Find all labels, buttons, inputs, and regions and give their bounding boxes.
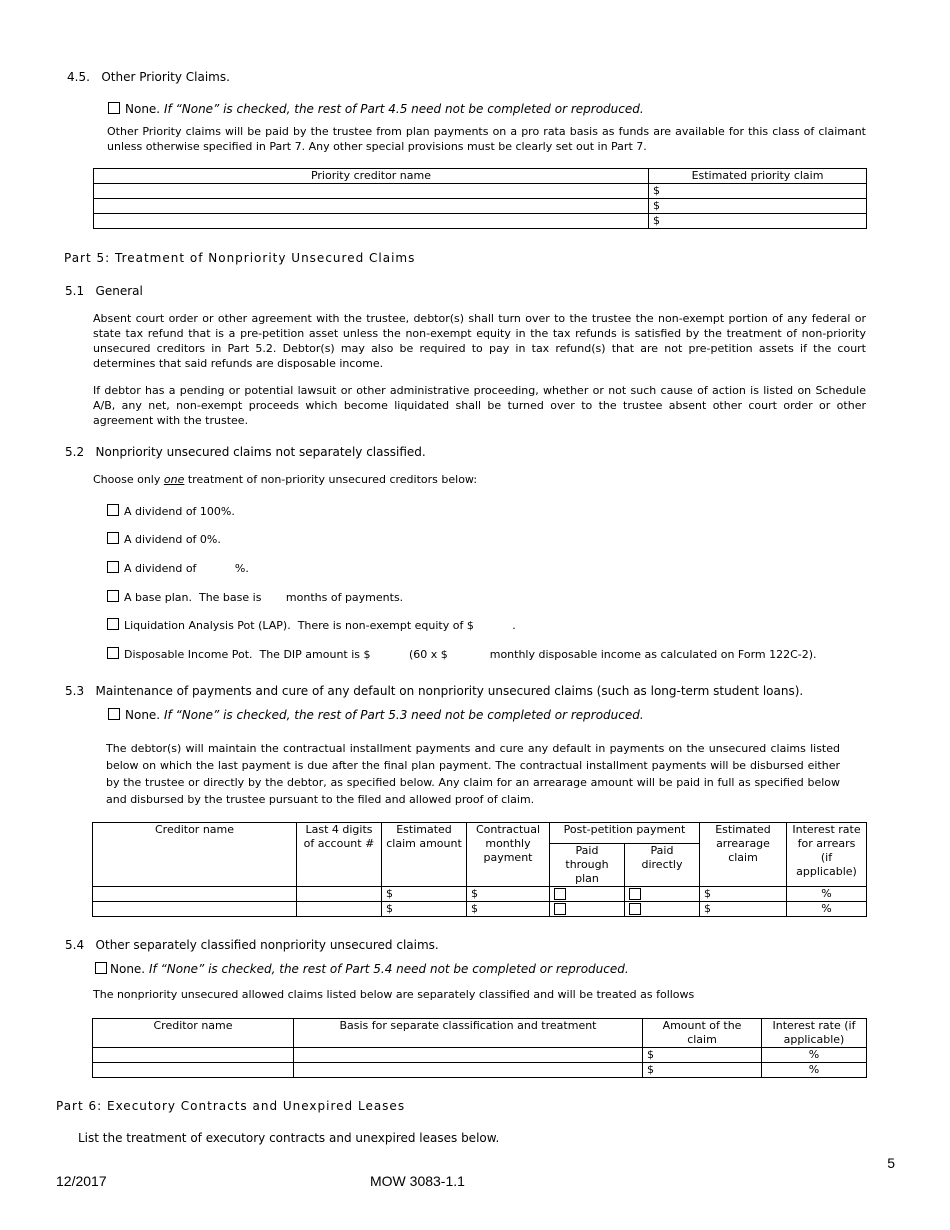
section-5-4-heading: 5.4 Other separately classified nonpriority unsecured claims. xyxy=(65,938,439,952)
amount-cell[interactable]: $ xyxy=(643,1063,762,1078)
priority-claims-table xyxy=(93,168,867,229)
maintenance-table xyxy=(92,822,867,917)
section-5-3-none-row: None. If “None” is checked, the rest of Part 5.3 need not be completed or reproduced. xyxy=(108,708,644,722)
table-header: Creditor name xyxy=(93,1019,294,1048)
none-checkbox-4-5[interactable] xyxy=(108,102,120,114)
creditor-name-cell[interactable] xyxy=(93,1063,294,1078)
table-row xyxy=(94,184,867,199)
paid-direct-checkbox[interactable] xyxy=(629,888,641,900)
option-dividend-0: A dividend of 0%. xyxy=(107,532,221,546)
table-header: Estimated priority claim xyxy=(649,169,867,184)
table-row xyxy=(93,902,867,917)
option-checkbox[interactable] xyxy=(107,618,119,630)
section-4-5-none-row: None. If “None” is checked, the rest of Part 4.5 need not be completed or reproduced. xyxy=(108,102,644,116)
option-base-plan: A base plan. The base is months of payments. xyxy=(107,590,403,604)
section-4-5-body: Other Priority claims will be paid by the trustee from plan payments on a pro rata basis as funds are available for this class of claimant unless otherwise specified in Part 7. Any other special provisions must be clearly set out in Part 7. xyxy=(107,125,866,153)
claim-cell[interactable]: $ xyxy=(382,887,467,902)
separate-class-table xyxy=(92,1018,867,1078)
table-header: Paid through plan xyxy=(550,844,625,887)
last4-cell[interactable] xyxy=(297,887,382,902)
option-checkbox[interactable] xyxy=(107,532,119,544)
interest-cell[interactable]: % xyxy=(787,887,867,902)
section-5-4-body: The nonpriority unsecured allowed claims listed below are separately classified and will be treated as follows xyxy=(93,988,695,1001)
arrear-cell[interactable]: $ xyxy=(700,902,787,917)
section-5-3-body: The debtor(s) will maintain the contractual installment payments and cure any default in payments on the unsecured claims listed below on which the last payment is due after the final plan payment. The contractual installment payments will be disbursed either by the trustee or directly by the debtor, as specified below. Any claim for an arrearage amount will be paid in full as specified below and disbursed by the trustee pursuant to the filed and allowed proof of claim. xyxy=(106,742,840,806)
section-4-5-heading: 4.5. Other Priority Claims. xyxy=(67,70,230,84)
table-header: Basis for separate classification and treatment xyxy=(294,1019,643,1048)
paid-plan-cell xyxy=(550,887,625,902)
option-checkbox[interactable] xyxy=(107,504,119,516)
footer-form-id: MOW 3083-1.1 xyxy=(370,1173,465,1189)
table-header: Creditor name xyxy=(93,823,297,887)
table-header: Estimated arrearage claim xyxy=(700,823,787,887)
none-checkbox-5-4[interactable] xyxy=(95,962,107,974)
part-6-body: List the treatment of executory contracts and unexpired leases below. xyxy=(78,1131,500,1145)
part-6-title: Part 6: Executory Contracts and Unexpired Leases xyxy=(56,1099,406,1113)
amount-cell[interactable]: $ xyxy=(649,184,867,199)
option-dip: Disposable Income Pot. The DIP amount is $ (60 x $ monthly disposable income as calculated on Form 122C-2). xyxy=(107,647,817,661)
basis-cell[interactable] xyxy=(294,1048,643,1063)
option-checkbox[interactable] xyxy=(107,561,119,573)
creditor-name-cell[interactable] xyxy=(93,1048,294,1063)
amount-cell[interactable]: $ xyxy=(649,199,867,214)
arrear-cell[interactable]: $ xyxy=(700,887,787,902)
table-header: Priority creditor name xyxy=(94,169,649,184)
section-5-1-para-2: If debtor has a pending or potential lawsuit or other administrative proceeding, whether or not such cause of action is listed on Schedule A/B, any net, non-exempt proceeds which become liquidated shall be turned over to the trustee absent other court order or other agreement with the trustee. xyxy=(93,384,866,427)
creditor-name-cell[interactable] xyxy=(94,199,649,214)
option-dividend-custom: A dividend of %. xyxy=(107,561,249,575)
table-header: Estimated claim amount xyxy=(382,823,467,887)
part-5-title: Part 5: Treatment of Nonpriority Unsecured Claims xyxy=(64,251,416,265)
table-header: Interest rate (if applicable) xyxy=(762,1019,867,1048)
basis-cell[interactable] xyxy=(294,1063,643,1078)
paid-plan-checkbox[interactable] xyxy=(554,903,566,915)
section-5-3-heading: 5.3 Maintenance of payments and cure of any default on nonpriority unsecured claims (such as long-term student loans). xyxy=(65,684,804,698)
footer-date: 12/2017 xyxy=(56,1173,107,1189)
table-header: Post-petition payment xyxy=(550,823,700,844)
section-5-2-instructions: Choose only one treatment of non-priority unsecured creditors below: xyxy=(93,473,478,486)
claim-cell[interactable]: $ xyxy=(382,902,467,917)
interest-cell[interactable]: % xyxy=(762,1063,867,1078)
table-header: Paid directly xyxy=(625,844,700,887)
table-row xyxy=(93,887,867,902)
option-checkbox[interactable] xyxy=(107,647,119,659)
section-5-1-para-1: Absent court order or other agreement with the trustee, debtor(s) shall turn over to the trustee the non-exempt portion of any federal or state tax refund that is a pre-petition asset unless the non-exempt equity in the tax refunds is satisfied by the treatment of non-priority unsecured creditors in Part 5.2. Debtor(s) may also be required to pay in tax refund(s) that are not pre-petition assets if the court determines that said refunds are disposable income. xyxy=(93,312,866,370)
paid-direct-cell xyxy=(625,902,700,917)
interest-cell[interactable]: % xyxy=(787,902,867,917)
paid-direct-cell xyxy=(625,887,700,902)
creditor-name-cell[interactable] xyxy=(94,214,649,229)
page-number: 5 xyxy=(887,1155,895,1171)
option-dividend-100: A dividend of 100%. xyxy=(107,504,235,518)
last4-cell[interactable] xyxy=(297,902,382,917)
option-checkbox[interactable] xyxy=(107,590,119,602)
payment-cell[interactable]: $ xyxy=(467,902,550,917)
table-header: Contractual monthly payment xyxy=(467,823,550,887)
table-header: Amount of the claim xyxy=(643,1019,762,1048)
amount-cell[interactable]: $ xyxy=(643,1048,762,1063)
option-lap: Liquidation Analysis Pot (LAP). There is non-exempt equity of $ . xyxy=(107,618,516,632)
creditor-name-cell[interactable] xyxy=(93,887,297,902)
paid-plan-cell xyxy=(550,902,625,917)
table-row xyxy=(93,1063,867,1078)
table-row xyxy=(94,199,867,214)
section-5-4-none-row: None. If “None” is checked, the rest of Part 5.4 need not be completed or reproduced. xyxy=(95,962,629,976)
section-5-2-heading: 5.2 Nonpriority unsecured claims not separately classified. xyxy=(65,445,426,459)
interest-cell[interactable]: % xyxy=(762,1048,867,1063)
paid-direct-checkbox[interactable] xyxy=(629,903,641,915)
amount-cell[interactable]: $ xyxy=(649,214,867,229)
payment-cell[interactable]: $ xyxy=(467,887,550,902)
paid-plan-checkbox[interactable] xyxy=(554,888,566,900)
table-row xyxy=(94,214,867,229)
table-row xyxy=(93,1048,867,1063)
creditor-name-cell[interactable] xyxy=(93,902,297,917)
none-checkbox-5-3[interactable] xyxy=(108,708,120,720)
table-header: Interest rate for arrears (if applicable) xyxy=(787,823,867,887)
table-header: Last 4 digits of account # xyxy=(297,823,382,887)
section-5-1-heading: 5.1 General xyxy=(65,284,143,298)
creditor-name-cell[interactable] xyxy=(94,184,649,199)
